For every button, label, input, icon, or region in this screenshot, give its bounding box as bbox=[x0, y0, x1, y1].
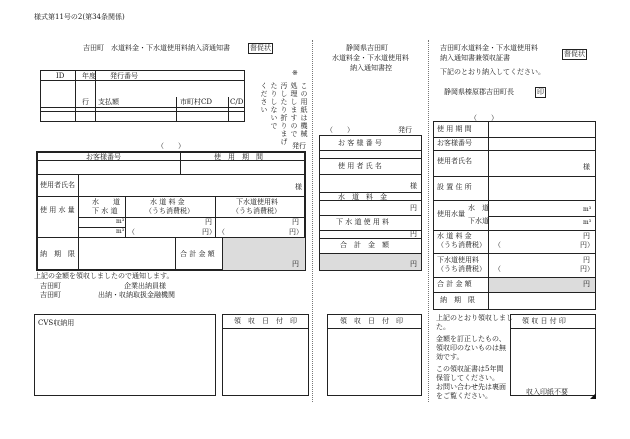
receipt-sewer-yen: 円 bbox=[583, 256, 590, 264]
receipt-location-label: 設 置 住 所 bbox=[437, 183, 472, 191]
bill-sama: 様 bbox=[410, 182, 417, 190]
notice-water-tax-yen: 円） bbox=[202, 228, 216, 236]
stamp-label-1: 領 収 日 付 印 bbox=[234, 317, 297, 325]
perforation-line-1 bbox=[312, 40, 313, 402]
notice-issued: 発行 bbox=[292, 142, 306, 150]
bill-total-label: 合 計 金 額 bbox=[340, 241, 389, 249]
notice-sewer-tax-yen: 円） bbox=[289, 228, 303, 236]
bill-title-1: 水道料金・下水道使用料 bbox=[332, 54, 409, 62]
no-revenue-stamp-note: 収入印紙不要 bbox=[526, 388, 568, 396]
receipt-text-4: 領収印のないものは無 bbox=[436, 344, 506, 352]
cd-label: C/D bbox=[230, 98, 244, 106]
receipt-water-tax-yen: 円） bbox=[580, 241, 594, 249]
notice-sewer-yen: 円 bbox=[292, 218, 299, 226]
receipt-request: 下記のとおり納入してください。 bbox=[440, 68, 545, 76]
city-code-label: 市町村CD bbox=[180, 98, 212, 106]
notice-water-tax-open: （ bbox=[128, 228, 135, 236]
year-label: 年度 bbox=[82, 72, 96, 80]
receipt-m3-2: m³ bbox=[583, 219, 592, 226]
notice-town-1: 吉田町 bbox=[40, 282, 61, 290]
receipt-sewer-tax-open: （ bbox=[494, 265, 501, 273]
notice-water-usage-label: 使 用 水 量 bbox=[40, 206, 75, 214]
vertical-note-5: ください bbox=[260, 82, 268, 114]
receipt-text-7: 保管してください。 bbox=[436, 374, 499, 382]
vertical-note-2: 処理しますので bbox=[290, 82, 298, 138]
bill-customer-no-label: お 客 様 番 号 bbox=[338, 139, 382, 147]
notice-total-label: 合 計 金 額 bbox=[180, 250, 215, 258]
id-label: ID bbox=[56, 72, 65, 80]
receipt-total-label: 合 計 金 額 bbox=[437, 280, 472, 288]
issue-no-label: 発行番号 bbox=[110, 72, 138, 80]
notice-usage-period-label: 使 用 期 間 bbox=[214, 153, 263, 161]
vertical-note-3: 汚したり折りまげ bbox=[280, 82, 288, 146]
row-label: 行 bbox=[82, 98, 89, 106]
receipt-seal: 印 bbox=[537, 88, 544, 96]
account-label: 支払額 bbox=[98, 98, 119, 106]
bill-paren: （ ） bbox=[326, 126, 354, 134]
bill-title-2: 納入通知書控 bbox=[350, 64, 392, 72]
bill-issued: 発行 bbox=[398, 126, 412, 134]
receipt-customer-no-label: お客様番号 bbox=[437, 139, 472, 147]
notice-user-name-label: 使用者氏名 bbox=[40, 181, 75, 189]
receipt-date-stamp-box-1 bbox=[222, 314, 309, 396]
receipt-date-stamp-box-3 bbox=[510, 314, 596, 396]
bill-sewer-yen: 円 bbox=[410, 230, 417, 238]
receipt-text-6: この領収証書は5年間 bbox=[436, 365, 504, 373]
notice-due-label: 納 期 限 bbox=[40, 250, 75, 258]
receipt-title-1: 吉田町水道料金・下水道使用料 bbox=[440, 44, 538, 52]
notice-sewer-label: 下 水 道 bbox=[92, 207, 118, 215]
corner-mark-icon bbox=[590, 393, 596, 399]
receipt-sewer-label: 下水道 bbox=[468, 217, 489, 225]
receipt-water-yen: 円 bbox=[583, 232, 590, 240]
bill-water-yen: 円 bbox=[410, 204, 417, 212]
notice-water-fee-label: 水 道 料 金 bbox=[150, 198, 185, 206]
receipt-water-tax-open: （ bbox=[494, 241, 501, 249]
receipt-text-1: 上記のとおり領収しまし bbox=[436, 314, 513, 322]
receipt-user-name-label: 使用者氏名 bbox=[437, 157, 472, 165]
receipt-water-fee-tax-label: （うち消費税） bbox=[437, 241, 486, 249]
notice-town-2: 吉田町 bbox=[40, 291, 61, 299]
receipt-due-label: 納 期 限 bbox=[440, 296, 475, 304]
cvs-label: CVS収納用 bbox=[38, 319, 75, 327]
notice-sewer-fee-tax-label: （うち消費税） bbox=[232, 207, 281, 215]
receipt-usage-period-label: 使 用 期 間 bbox=[437, 125, 472, 133]
notice-office-2: 出納・収納取扱金融機関 bbox=[98, 291, 175, 299]
receipt-text-5: 効です。 bbox=[436, 353, 464, 361]
notice-customer-no-label: お客様番号 bbox=[86, 153, 121, 161]
receipt-text-2: た。 bbox=[436, 323, 450, 331]
notice-sewer-tax-open: （ bbox=[218, 228, 225, 236]
receipt-water-label: 水 道 bbox=[468, 204, 489, 212]
receipt-mayor: 静岡県榛原郡吉田町長 bbox=[444, 88, 514, 96]
receipt-dunning-stamp: 督促状 bbox=[564, 50, 585, 58]
bill-user-name-label: 使 用 者 氏 名 bbox=[338, 162, 382, 170]
receipt-sama: 様 bbox=[583, 163, 590, 171]
form-number: 様式第11号の2(第34条関係) bbox=[34, 13, 125, 21]
receipt-total-yen: 円 bbox=[583, 280, 590, 288]
bill-total-yen: 円 bbox=[410, 260, 417, 268]
vertical-note-4: たりしないで bbox=[270, 82, 278, 130]
bill-table bbox=[319, 135, 422, 271]
notice-water-yen: 円 bbox=[205, 218, 212, 226]
notice-sama: 様 bbox=[295, 183, 302, 191]
receipt-water-fee-label: 水 道 料 金 bbox=[437, 232, 472, 240]
receipt-water-usage-label: 使用水量 bbox=[437, 210, 465, 218]
stamp-label-2: 領 収 日 付 印 bbox=[340, 317, 403, 325]
receipt-text-9: をご覧ください。 bbox=[436, 392, 492, 400]
stamp-label-3: 領 収 日 付 印 bbox=[522, 317, 566, 325]
bill-issuer: 静岡県吉田町 bbox=[346, 44, 388, 52]
notice-receipt-note: 上記の金額を領収しましたので通知します。 bbox=[34, 272, 174, 280]
notice-paren: （ ） bbox=[157, 142, 185, 150]
vertical-note-1: この用紙は機械 bbox=[300, 82, 308, 138]
receipt-m3-1: m³ bbox=[583, 206, 592, 213]
note-mark: ※ bbox=[292, 69, 298, 77]
receipt-text-3: 金額を訂正したもの、 bbox=[436, 335, 506, 343]
bill-sewer-fee-label: 下 水 道 使 用 料 bbox=[336, 218, 390, 226]
ocr-code-box bbox=[40, 70, 245, 122]
bill-water-fee-label: 水 道 料 金 bbox=[338, 193, 387, 201]
notice-total-yen: 円 bbox=[292, 260, 299, 268]
receipt-title-2: 納入通知書兼領収証書 bbox=[440, 54, 510, 62]
notice-water-label: 水 道 bbox=[92, 198, 120, 206]
receipt-date-stamp-box-2 bbox=[327, 314, 422, 396]
notice-title: 吉田町 水道料金・下水道使用料納入済通知書 bbox=[83, 44, 230, 52]
receipt-sewer-fee-tax-label: （うち消費税） bbox=[437, 265, 486, 273]
receipt-sewer-fee-label: 下水道使用料 bbox=[437, 256, 479, 264]
notice-m3-1: m³ bbox=[116, 218, 125, 225]
notice-office-1: 企業出納員様 bbox=[124, 282, 166, 290]
notice-dunning-stamp: 督促状 bbox=[250, 44, 271, 52]
notice-sewer-fee-label: 下水道使用料 bbox=[236, 198, 278, 206]
receipt-sewer-tax-yen: 円） bbox=[580, 265, 594, 273]
notice-m3-2: m³ bbox=[116, 228, 125, 235]
notice-water-fee-tax-label: （うち消費税） bbox=[145, 207, 194, 215]
perforation-line-2 bbox=[428, 40, 429, 402]
receipt-text-8: お問い合わせ先は裏面 bbox=[436, 383, 506, 391]
receipt-paren: （ ） bbox=[470, 114, 498, 122]
